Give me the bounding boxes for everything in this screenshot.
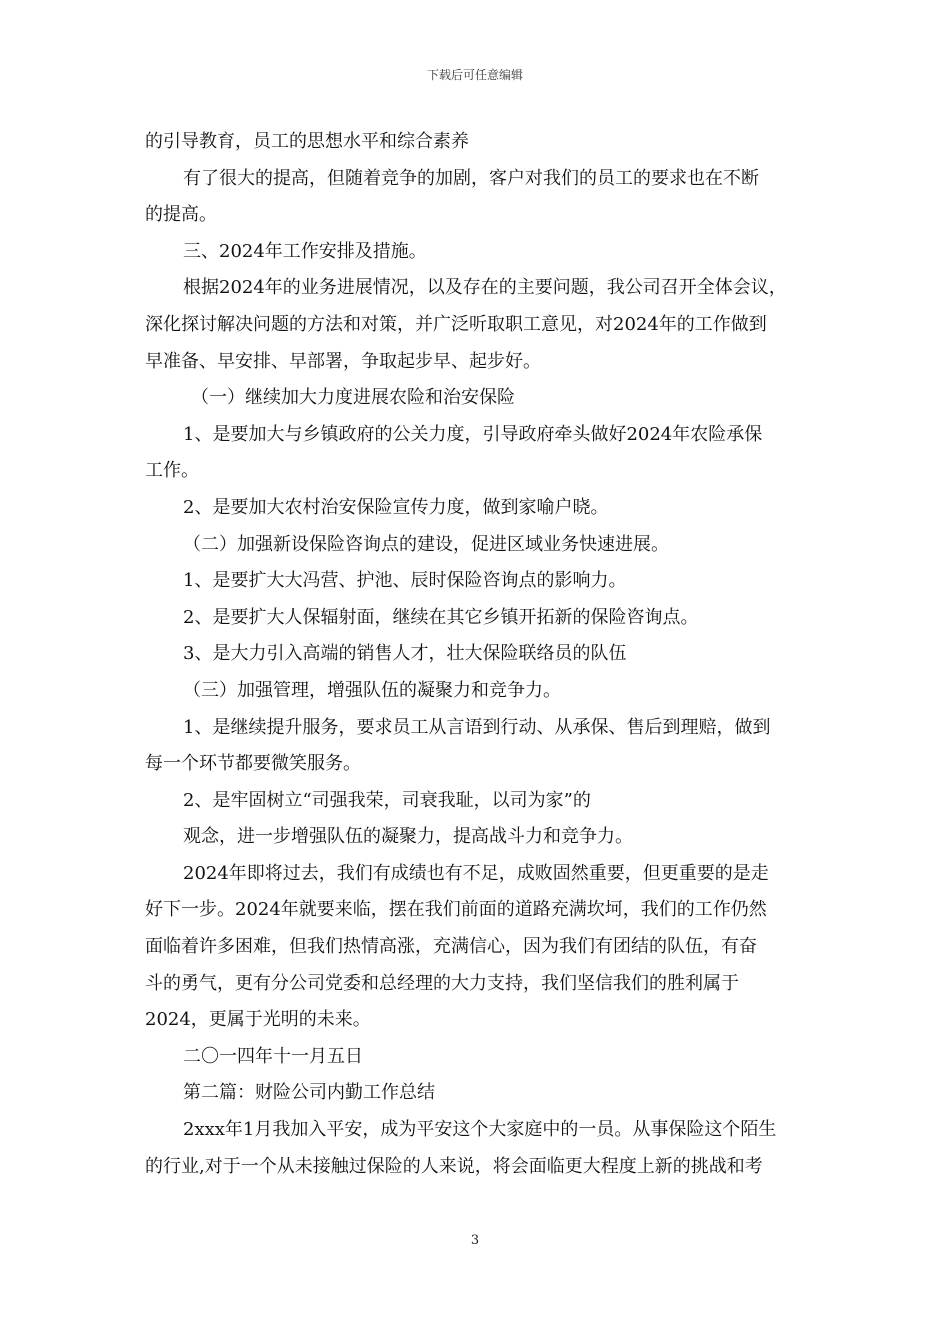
text-line: 的引导教育，员工的思想水平和综合素养 (145, 131, 469, 152)
text-line: 观念，进一步增强队伍的凝聚力，提高战斗力和竞争力。 (183, 826, 633, 848)
subsection-heading: （二）加强新设保险咨询点的建设，促进区域业务快速进展。 (183, 533, 669, 555)
text-line: 早准备、早安排、早部署，争取起步早、起步好。 (145, 350, 541, 372)
text-line: 有了很大的提高，但随着竞争的加剧，客户对我们的员工的要求也在不断 (183, 167, 759, 189)
text-line: 每一个环节都要微笑服务。 (145, 753, 361, 775)
text-line: 面临着许多困难，但我们热情高涨，充满信心，因为我们有团结的队伍，有奋 (145, 936, 757, 958)
page-header: 下载后可任意编辑 (426, 68, 523, 82)
text-line: 深化探讨解决问题的方法和对策，并广泛听取职工意见，对2024年的工作做到 (145, 313, 767, 335)
section-heading: 三、2024年工作安排及措施。 (183, 240, 427, 262)
text-line: 2xxx年1月我加入平安，成为平安这个大家庭中的一员。从事保险这个陌生 (183, 1119, 777, 1141)
text-line: 1、是继续提升服务，要求员工从言语到行动、从承保、售后到理赔，做到 (183, 716, 771, 738)
text-line: 根据2024年的业务进展情况，以及存在的主要问题，我公司召开全体会议， (183, 277, 787, 299)
text-line: 2、是牢固树立“司强我荣，司衰我耻，以司为家”的 (183, 789, 591, 811)
document-body (145, 124, 817, 1185)
subsection-heading: （三）加强管理，增强队伍的凝聚力和竞争力。 (183, 679, 561, 701)
text-line: 的行业,对于一个从未接触过保险的人来说，将会面临更大程度上新的挑战和考 (145, 1155, 763, 1177)
text-line: 好下一步。2024年就要来临，摆在我们前面的道路充满坎坷，我们的工作仍然 (145, 899, 767, 921)
text-line: 工作。 (145, 460, 199, 482)
date-line: 二〇一四年十一月五日 (183, 1045, 363, 1067)
text-line: 2024，更属于光明的未来。 (145, 1009, 371, 1031)
text-line: 3、是大力引入高端的销售人才，壮大保险联络员的队伍 (183, 643, 627, 665)
page-number: 3 (470, 1233, 480, 1248)
text-line: 2、是要扩大人保辐射面，继续在其它乡镇开拓新的保险咨询点。 (183, 606, 699, 628)
text-line: 的提高。 (145, 204, 217, 226)
text-line: 1、是要扩大大冯营、护池、辰时保险咨询点的影响力。 (183, 570, 627, 592)
chapter-title: 第二篇：财险公司内勤工作总结 (183, 1082, 435, 1104)
text-line: 斗的勇气，更有分公司党委和总经理的大力支持，我们坚信我们的胜利属于 (145, 972, 739, 994)
subsection-heading: （一）继续加大力度进展农险和治安保险 (191, 387, 515, 409)
text-line: 2、是要加大农村治安保险宣传力度，做到家喻户晓。 (183, 496, 609, 518)
text-line: 1、是要加大与乡镇政府的公关力度，引导政府牵头做好2024年农险承保 (183, 423, 763, 445)
text-line: 2024年即将过去，我们有成绩也有不足，成败固然重要，但更重要的是走 (183, 862, 769, 884)
